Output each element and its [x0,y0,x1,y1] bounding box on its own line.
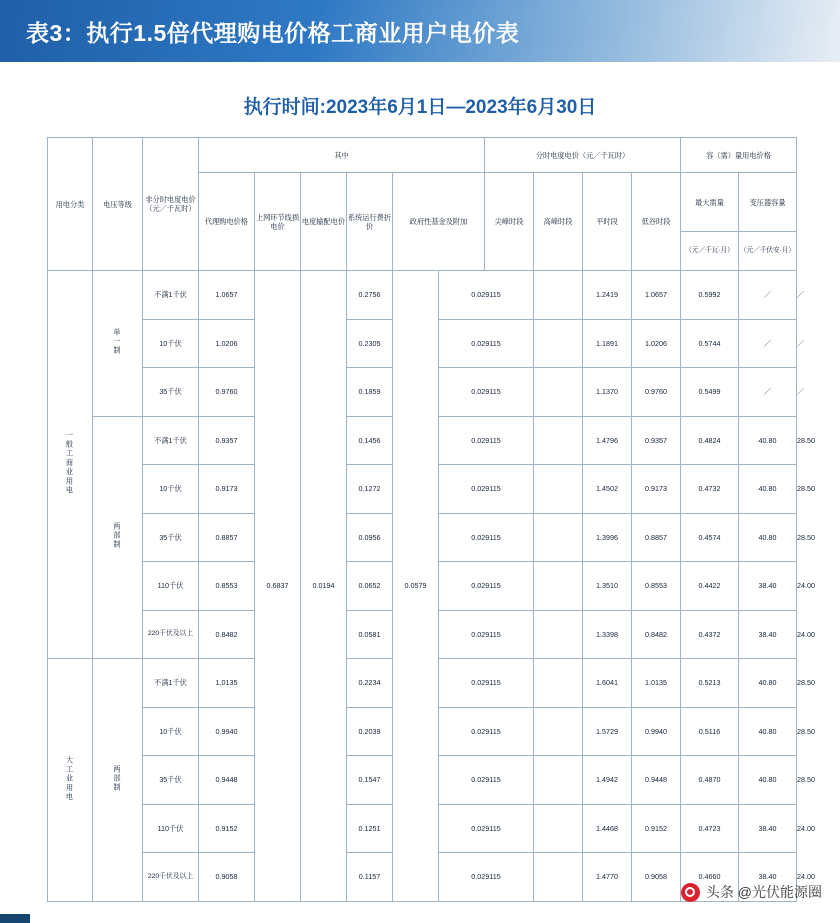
cell-policy-fund: 0.029115 [439,853,534,902]
cell-peak [534,271,583,320]
cell-voltage: 220千伏及以上 [143,853,199,902]
table-row: 一般工商业用电 单一制 不满1千伏 1.0657 0.6837 0.0194 0.2756 0.0579 0.029115 1.2419 1.0657 0.5992 ／ ／ [48,271,797,320]
cell-flat: 0.9058 [632,853,681,902]
rate-table-container [0,137,840,902]
table-row: 220千伏及以上 0.9058 0.1157 0.029115 1.4770 0.9058 0.4660 38.40 24.00 [48,853,797,902]
cell-policy-fund: 0.029115 [439,368,534,417]
cell-valley: 0.5992 [681,271,739,320]
watermark [681,882,822,902]
cell-non-tou: 0.9058 [199,853,255,902]
header-capacity-group: 容（需）量用电价格 [681,138,797,173]
cell-policy-fund: 0.029115 [439,416,534,465]
header-flat: 平时段 [583,173,632,271]
header-transformer-capacity: 变压器容量 [739,173,797,232]
cell-high: 1.3398 [583,610,632,659]
cell-max-demand: ／ [739,368,797,417]
cell-voltage: 35千伏 [143,368,199,417]
subgroup-single-tariff: 单一制 [93,271,143,417]
cell-max-demand: 40.80 [739,513,797,562]
cell-peak [534,416,583,465]
cell-transmission: 0.2756 [347,271,393,320]
cell-high: 1.4502 [583,465,632,514]
cell-max-demand: 40.80 [739,756,797,805]
cell-max-demand: 38.40 [739,610,797,659]
cell-non-tou: 0.9448 [199,756,255,805]
cell-flat: 0.8482 [632,610,681,659]
category-general-commercial: 一般工商业用电 [48,271,93,659]
cell-max-demand: 40.80 [739,465,797,514]
cell-policy-fund: 0.029115 [439,319,534,368]
cell-max-demand: 38.40 [739,562,797,611]
header-transmission: 电度输配电价 [301,173,347,271]
cell-peak [534,465,583,514]
cell-valley: 0.4870 [681,756,739,805]
cell-flat: 0.9760 [632,368,681,417]
cell-policy-fund: 0.029115 [439,659,534,708]
cell-flat: 0.8553 [632,562,681,611]
cell-flat: 0.9173 [632,465,681,514]
cell-flat: 0.9357 [632,416,681,465]
cell-transmission: 0.1157 [347,853,393,902]
table-row: 10千伏 0.9173 0.1272 0.029115 1.4502 0.9173 0.4732 40.80 28.50 [48,465,797,514]
cell-non-tou: 0.8553 [199,562,255,611]
cell-flat: 0.8857 [632,513,681,562]
cell-peak [534,319,583,368]
effective-period-subtitle: 执行时间:2023年6月1日—2023年6月30日 [243,97,597,118]
cell-flat: 1.0657 [632,271,681,320]
header-non-tou-price: 非分时电度电价（元／千瓦时） [143,138,199,271]
cell-policy-fund: 0.029115 [439,465,534,514]
cell-voltage: 35千伏 [143,756,199,805]
cell-peak [534,610,583,659]
cell-peak [534,562,583,611]
cell-voltage: 110千伏 [143,562,199,611]
table-row: 大工业用电 两部制 不满1千伏 1.0135 0.2234 0.029115 1.6041 1.0135 0.5213 40.80 28.50 [48,659,797,708]
cell-flat: 0.9940 [632,707,681,756]
page-banner [0,0,840,62]
cell-high: 1.4942 [583,756,632,805]
cell-transmission: 0.1272 [347,465,393,514]
header-unit-demand: （元／千瓦·月） [681,232,739,271]
cell-transmission: 0.1859 [347,368,393,417]
page-title: 表3：执行1.5倍代理购电价格工商业用户电价表 [26,19,520,46]
cell-transmission: 0.1547 [347,756,393,805]
cell-valley: 0.4422 [681,562,739,611]
cell-valley: 0.4723 [681,804,739,853]
cell-voltage: 110千伏 [143,804,199,853]
electricity-rate-table [47,137,816,902]
watermark-text: 头条 @光伏能源圈 [705,884,822,900]
header-unit-capacity: （元／千伏安·月） [739,232,797,271]
cell-transmission: 0.0652 [347,562,393,611]
cell-flat: 0.9448 [632,756,681,805]
cell-policy-fund: 0.029115 [439,562,534,611]
cell-high: 1.4770 [583,853,632,902]
cell-transmission: 0.2039 [347,707,393,756]
cell-non-tou: 0.9940 [199,707,255,756]
cell-max-demand: ／ [739,271,797,320]
cell-valley: 0.4372 [681,610,739,659]
cell-transmission: 0.2305 [347,319,393,368]
table-row: 220千伏及以上 0.8482 0.0581 0.029115 1.3398 0.8482 0.4372 38.40 24.00 [48,610,797,659]
table-header-row-1 [48,138,797,173]
cell-system-fee-merged: 0.0579 [393,271,439,902]
table-row: 35千伏 0.9760 0.1859 0.029115 1.1370 0.9760 0.5499 ／ ／ [48,368,797,417]
cell-policy-fund: 0.029115 [439,804,534,853]
cell-non-tou: 1.0206 [199,319,255,368]
cell-flat: 1.0206 [632,319,681,368]
table-row: 110千伏 0.9152 0.1251 0.029115 1.4468 0.9152 0.4723 38.40 24.00 [48,804,797,853]
cell-transmission: 0.1456 [347,416,393,465]
header-agent-price: 代理购电价格 [199,173,255,271]
subgroup-two-part-tariff-industry: 两部制 [93,659,143,902]
cell-high: 1.4796 [583,416,632,465]
cell-high: 1.4468 [583,804,632,853]
toutiao-logo-icon [681,883,700,902]
cell-policy-fund: 0.029115 [439,610,534,659]
cell-non-tou: 0.9173 [199,465,255,514]
cell-non-tou: 0.9760 [199,368,255,417]
cell-valley: 0.4660 [681,853,739,902]
cell-grid-link-merged: 0.0194 [301,271,347,902]
header-high: 高峰时段 [534,173,583,271]
header-peak: 尖峰时段 [485,173,534,271]
table-row: 10千伏 1.0206 0.2305 0.029115 1.1891 1.0206 0.5744 ／ ／ [48,319,797,368]
header-max-demand: 最大需量 [681,173,739,232]
cell-transmission: 0.2234 [347,659,393,708]
table-row: 35千伏 0.8857 0.0956 0.029115 1.3996 0.8857 0.4574 40.80 28.50 [48,513,797,562]
cell-max-demand: 38.40 [739,804,797,853]
cell-voltage: 35千伏 [143,513,199,562]
cell-peak [534,707,583,756]
header-valley: 低谷时段 [632,173,681,271]
cell-max-demand: ／ [739,319,797,368]
category-large-industry: 大工业用电 [48,659,93,902]
cell-high: 1.6041 [583,659,632,708]
header-policy-fund: 政府性基金及附加 [393,173,485,271]
cell-voltage: 10千伏 [143,319,199,368]
cell-voltage: 不满1千伏 [143,271,199,320]
subgroup-two-part-tariff: 两部制 [93,416,143,659]
header-system-fee: 系统运行费折价 [347,173,393,271]
cell-high: 1.3996 [583,513,632,562]
cell-high: 1.2419 [583,271,632,320]
cell-voltage: 不满1千伏 [143,659,199,708]
table-row: 110千伏 0.8553 0.0652 0.029115 1.3510 0.8553 0.4422 38.40 24.00 [48,562,797,611]
cell-peak [534,513,583,562]
cell-policy-fund: 0.029115 [439,756,534,805]
cell-high: 1.5729 [583,707,632,756]
cell-high: 1.1891 [583,319,632,368]
cell-voltage: 220千伏及以上 [143,610,199,659]
cell-high: 1.1370 [583,368,632,417]
cell-valley: 0.5499 [681,368,739,417]
cell-policy-fund: 0.029115 [439,707,534,756]
table-row: 10千伏 0.9940 0.2039 0.029115 1.5729 0.9940 0.5116 40.80 28.50 [48,707,797,756]
header-category: 用电分类 [48,138,93,271]
table-row: 两部制 不满1千伏 0.9357 0.1456 0.029115 1.4796 0.9357 0.4824 40.80 28.50 [48,416,797,465]
cell-peak [534,756,583,805]
cell-peak [534,368,583,417]
cell-valley: 0.5213 [681,659,739,708]
cell-flat: 0.9152 [632,804,681,853]
cell-voltage: 10千伏 [143,465,199,514]
header-tou-group: 分时电度电价（元／千瓦时） [485,138,681,173]
cell-valley: 0.5116 [681,707,739,756]
cell-non-tou: 0.8857 [199,513,255,562]
header-among-which: 其中 [199,138,485,173]
cell-valley: 0.4574 [681,513,739,562]
cell-voltage: 不满1千伏 [143,416,199,465]
cell-policy-fund: 0.029115 [439,513,534,562]
cell-transmission: 0.0581 [347,610,393,659]
cell-max-demand: 40.80 [739,707,797,756]
cell-non-tou: 1.0135 [199,659,255,708]
cell-non-tou: 0.9152 [199,804,255,853]
cell-valley: 0.4732 [681,465,739,514]
banner-fold-decoration [0,914,30,923]
table-row: 35千伏 0.9448 0.1547 0.029115 1.4942 0.9448 0.4870 40.80 28.50 [48,756,797,805]
cell-max-demand: 38.40 [739,853,797,902]
cell-non-tou: 1.0657 [199,271,255,320]
cell-max-demand: 40.80 [739,659,797,708]
cell-transmission: 0.1251 [347,804,393,853]
cell-agent-price-merged: 0.6837 [255,271,301,902]
cell-max-demand: 40.80 [739,416,797,465]
cell-policy-fund: 0.029115 [439,271,534,320]
cell-voltage: 10千伏 [143,707,199,756]
cell-transmission: 0.0956 [347,513,393,562]
cell-high: 1.3510 [583,562,632,611]
header-voltage: 电压等级 [93,138,143,271]
cell-flat: 1.0135 [632,659,681,708]
cell-non-tou: 0.8482 [199,610,255,659]
cell-valley: 0.5744 [681,319,739,368]
cell-peak [534,659,583,708]
cell-non-tou: 0.9357 [199,416,255,465]
cell-peak [534,853,583,902]
header-grid-link: 上网环节线损电价 [255,173,301,271]
cell-valley: 0.4824 [681,416,739,465]
cell-peak [534,804,583,853]
